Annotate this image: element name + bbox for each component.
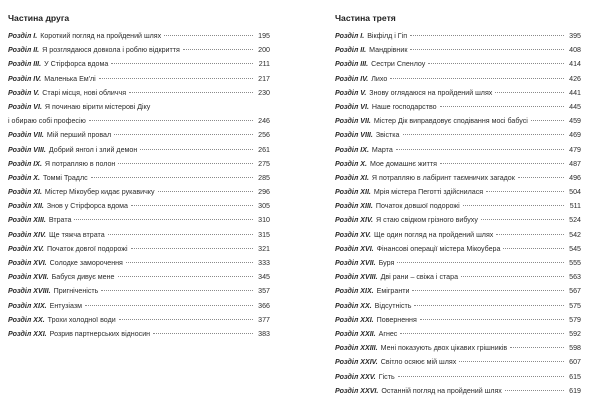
chapter-label: Розділ IX. bbox=[8, 159, 42, 168]
chapter-title: Знов у Стірфорса вдома bbox=[46, 202, 128, 211]
chapter-title: У Стірфорса вдома bbox=[44, 60, 109, 69]
dot-leader bbox=[531, 120, 564, 121]
dot-leader bbox=[410, 49, 564, 50]
dot-leader bbox=[183, 49, 253, 50]
chapter-label: Розділ XXV. bbox=[335, 372, 376, 381]
dot-leader bbox=[412, 290, 564, 291]
toc-entry bbox=[335, 313, 581, 327]
part-two-chapter-list bbox=[8, 29, 270, 341]
page-number: 615 bbox=[569, 372, 581, 381]
chapter-title: Томмі Традлс bbox=[42, 173, 88, 182]
chapter-title: Відсутність bbox=[374, 301, 412, 310]
toc-entry bbox=[8, 199, 270, 213]
page-number: 195 bbox=[258, 32, 270, 40]
page-number: 592 bbox=[569, 329, 581, 338]
chapter-label: Розділ XII. bbox=[335, 188, 371, 197]
chapter-label: Розділ XIV. bbox=[8, 230, 46, 239]
chapter-title: Пригніченість bbox=[53, 287, 99, 296]
chapter-title: Я потрапляю в полон bbox=[44, 159, 116, 168]
toc-entry bbox=[8, 228, 270, 242]
toc-entry bbox=[8, 29, 270, 43]
toc-entry bbox=[335, 299, 581, 313]
dot-leader bbox=[518, 177, 564, 178]
chapter-label: Розділ II. bbox=[8, 46, 40, 55]
toc-entry bbox=[335, 157, 581, 171]
page-number: 459 bbox=[569, 117, 581, 126]
page-number: 217 bbox=[258, 74, 270, 83]
page-number: 441 bbox=[569, 88, 581, 97]
toc-entry bbox=[335, 72, 581, 86]
chapter-title: Марта bbox=[371, 145, 393, 154]
chapter-label: Розділ XX. bbox=[8, 315, 45, 324]
toc-entry bbox=[335, 355, 581, 369]
page-number: 261 bbox=[258, 145, 270, 154]
toc-entry bbox=[8, 213, 270, 227]
toc-entry bbox=[8, 86, 270, 100]
chapter-title: Світло осяює мій шлях bbox=[380, 358, 457, 367]
chapter-title: Добрий янгол і злий демон bbox=[48, 145, 138, 154]
page-number: 275 bbox=[258, 159, 270, 168]
page-number: 310 bbox=[258, 216, 270, 225]
chapter-label: Розділ XXIII. bbox=[335, 344, 378, 353]
chapter-title: Бабуся дивує мене bbox=[51, 273, 115, 282]
page-number: 357 bbox=[258, 287, 270, 296]
chapter-title: Містер Дік виправдовує сподівання мосі бабусі bbox=[373, 117, 528, 126]
toc-entry bbox=[8, 157, 270, 171]
page-number: 230 bbox=[258, 88, 270, 97]
dot-leader bbox=[111, 63, 253, 64]
page-number: 598 bbox=[569, 344, 581, 353]
dot-leader bbox=[398, 376, 564, 377]
dot-leader bbox=[153, 333, 253, 334]
page-number: 496 bbox=[569, 173, 581, 182]
toc-entry bbox=[8, 128, 270, 142]
dot-leader bbox=[428, 63, 564, 64]
dot-leader bbox=[99, 78, 253, 79]
chapter-label: Розділ VI. bbox=[335, 102, 369, 111]
toc-entry bbox=[335, 213, 581, 227]
dot-leader bbox=[410, 35, 564, 36]
toc-entry bbox=[335, 100, 581, 114]
dot-leader bbox=[481, 219, 564, 220]
dot-leader bbox=[131, 248, 253, 249]
page-number: 256 bbox=[258, 131, 270, 140]
page-number: 426 bbox=[569, 74, 581, 83]
toc-entry bbox=[335, 327, 581, 341]
chapter-title: Гість bbox=[378, 372, 395, 381]
chapter-title: Лихо bbox=[371, 74, 388, 83]
chapter-title: Початок довгої подорожі bbox=[47, 244, 128, 253]
page-number: 555 bbox=[569, 259, 581, 267]
toc-entry bbox=[335, 171, 581, 185]
page-number: 333 bbox=[258, 259, 270, 267]
dot-leader bbox=[85, 305, 253, 306]
page-number: 563 bbox=[569, 273, 581, 282]
chapter-title: Дві рани – свіжа і стара bbox=[380, 273, 459, 282]
chapter-title: Фінансові операції містера Мікоубера bbox=[376, 244, 501, 253]
page-number: 579 bbox=[569, 315, 581, 324]
chapter-title: Повернення bbox=[376, 315, 417, 324]
part-two-heading: Частина друга bbox=[8, 13, 70, 23]
dot-leader bbox=[114, 134, 253, 135]
dot-leader bbox=[118, 163, 253, 164]
chapter-label: Розділ XV. bbox=[8, 244, 45, 253]
toc-entry bbox=[335, 114, 581, 128]
chapter-label: Розділ XVII. bbox=[335, 259, 376, 267]
chapter-title: Мандрівник bbox=[369, 46, 408, 55]
toc-entry bbox=[335, 29, 581, 43]
chapter-title: Початок довшої подорожі bbox=[375, 202, 460, 211]
dot-leader bbox=[420, 319, 564, 320]
dot-leader bbox=[463, 205, 564, 206]
chapter-label: Розділ XXVI. bbox=[335, 386, 379, 395]
chapter-label: Розділ III. bbox=[335, 60, 369, 69]
toc-entry bbox=[335, 370, 581, 384]
chapter-label: Розділ XVI. bbox=[8, 259, 47, 267]
dot-leader bbox=[129, 92, 253, 93]
chapter-label: Розділ I. bbox=[8, 32, 38, 40]
dot-leader bbox=[390, 78, 564, 79]
page-number: 469 bbox=[569, 131, 581, 140]
toc-entry bbox=[8, 242, 270, 256]
toc-entry bbox=[335, 384, 581, 398]
chapter-title: Ще тяжча втрата bbox=[49, 230, 105, 239]
dot-leader bbox=[397, 262, 564, 263]
dot-leader bbox=[91, 177, 253, 178]
chapter-label: Розділ V. bbox=[8, 88, 40, 97]
dot-leader bbox=[459, 361, 564, 362]
chapter-title: Останній погляд на пройдений шлях bbox=[381, 386, 502, 395]
toc-entry bbox=[8, 43, 270, 57]
page-number: 545 bbox=[569, 244, 581, 253]
chapter-title: Агнес bbox=[378, 329, 398, 338]
chapter-title: Я стаю свідком грізного вибуху bbox=[376, 216, 478, 225]
part-three-chapter-list bbox=[335, 29, 581, 398]
chapter-title: Емігранти bbox=[376, 287, 410, 296]
toc-entry bbox=[8, 284, 270, 298]
chapter-label: Розділ I. bbox=[335, 32, 365, 40]
chapter-title: Мені показують двох цікавих грішників bbox=[380, 344, 508, 353]
toc-column-part-two bbox=[8, 12, 270, 341]
chapter-title: Старі місця, нові обличчя bbox=[42, 88, 127, 97]
chapter-label: Розділ II. bbox=[335, 46, 367, 55]
chapter-label: Розділ XI. bbox=[8, 188, 42, 197]
dot-leader bbox=[496, 234, 564, 235]
chapter-label: Розділ XIX. bbox=[335, 287, 374, 296]
page-number: 445 bbox=[569, 102, 581, 111]
chapter-label: Розділ IX. bbox=[335, 145, 369, 154]
chapter-label: Розділ XXII. bbox=[335, 329, 376, 338]
chapter-label: Розділ XI. bbox=[335, 173, 369, 182]
chapter-title: Ще один погляд на пройдений шлях bbox=[374, 230, 494, 239]
toc-entry bbox=[8, 270, 270, 284]
chapter-label: Розділ VII. bbox=[335, 117, 371, 126]
chapter-title: Я розглядаюся довкола і роблю відкриття bbox=[42, 46, 180, 55]
page-number: 285 bbox=[258, 173, 270, 182]
toc-entry bbox=[335, 256, 581, 270]
chapter-title: Трохи холодної води bbox=[47, 315, 116, 324]
page-number: 511 bbox=[569, 202, 581, 211]
page-number: 607 bbox=[569, 358, 581, 367]
page-number: 211 bbox=[258, 60, 270, 69]
chapter-label: Розділ X. bbox=[8, 173, 40, 182]
toc-column-part-three bbox=[335, 12, 581, 398]
chapter-label: Розділ XVIII. bbox=[8, 287, 51, 296]
toc-entry bbox=[335, 128, 581, 142]
dot-leader bbox=[505, 390, 564, 391]
chapter-title: Втрата bbox=[48, 216, 72, 225]
toc-entry bbox=[8, 327, 270, 341]
chapter-label: Розділ XIII. bbox=[8, 216, 46, 225]
dot-leader bbox=[403, 134, 565, 135]
part-three-heading: Частина третя bbox=[335, 13, 396, 23]
dot-leader bbox=[89, 120, 253, 121]
dot-leader bbox=[118, 276, 254, 277]
page-number: 321 bbox=[258, 244, 270, 253]
dot-leader bbox=[158, 191, 253, 192]
dot-leader bbox=[510, 347, 564, 348]
dot-leader bbox=[503, 248, 564, 249]
dot-leader bbox=[400, 333, 564, 334]
toc-entry bbox=[8, 57, 270, 71]
page-number: 575 bbox=[569, 301, 581, 310]
page-number: 487 bbox=[569, 159, 581, 168]
chapter-label: Розділ VII. bbox=[8, 131, 44, 140]
toc-entry bbox=[335, 43, 581, 57]
toc-entry bbox=[335, 185, 581, 199]
page-number: 345 bbox=[258, 273, 270, 282]
dot-leader bbox=[440, 163, 564, 164]
dot-leader bbox=[461, 276, 564, 277]
chapter-label: Розділ IV. bbox=[335, 74, 369, 83]
page-number: 479 bbox=[569, 145, 581, 154]
chapter-title: Мое домашнє життя bbox=[369, 159, 437, 168]
chapter-label: Розділ VIII. bbox=[8, 145, 46, 154]
chapter-title: Я починаю вірити містерові Діку bbox=[44, 102, 151, 111]
chapter-label: Розділ XVIII. bbox=[335, 273, 378, 282]
chapter-label: Розділ V. bbox=[335, 88, 367, 97]
dot-leader bbox=[414, 305, 564, 306]
chapter-label: Розділ XIX. bbox=[8, 301, 47, 310]
page-number: 414 bbox=[569, 60, 581, 69]
dot-leader bbox=[486, 191, 564, 192]
chapter-title: Звістка bbox=[375, 131, 400, 140]
dot-leader bbox=[119, 319, 253, 320]
chapter-title: Я потрапляю в лабіринт таємничих загадок bbox=[371, 173, 515, 182]
dot-leader bbox=[164, 35, 253, 36]
chapter-label: Розділ XIV. bbox=[335, 216, 373, 225]
toc-entry bbox=[335, 86, 581, 100]
chapter-title: Вікфілд і Гіп bbox=[367, 32, 408, 40]
toc-entry bbox=[8, 185, 270, 199]
toc-entry bbox=[335, 228, 581, 242]
dot-leader bbox=[131, 205, 253, 206]
page-number: 383 bbox=[258, 329, 270, 338]
chapter-title: Знову оглядаюся на пройдений шлях bbox=[369, 88, 493, 97]
chapter-label: Розділ XVI. bbox=[335, 244, 374, 253]
page-number: 296 bbox=[258, 188, 270, 197]
dot-leader bbox=[108, 234, 253, 235]
chapter-title: Короткий погляд на пройдений шлях bbox=[40, 32, 162, 40]
toc-entry bbox=[335, 341, 581, 355]
chapter-label: Розділ XX. bbox=[335, 301, 372, 310]
page-number: 395 bbox=[569, 32, 581, 40]
toc-entry bbox=[8, 143, 270, 157]
page-number: 567 bbox=[569, 287, 581, 296]
chapter-title: Сестри Спенлоу bbox=[371, 60, 426, 69]
dot-leader bbox=[126, 262, 253, 263]
page-number: 542 bbox=[569, 230, 581, 239]
dot-leader bbox=[396, 149, 564, 150]
chapter-title: Буря bbox=[378, 259, 395, 267]
toc-entry bbox=[335, 199, 581, 213]
page-number: 408 bbox=[569, 46, 581, 55]
toc-entry bbox=[8, 100, 270, 114]
chapter-title: і обираю собі професію bbox=[8, 117, 86, 126]
page-number: 200 bbox=[258, 46, 270, 55]
chapter-title: Мрія містера Пеготті здійснилася bbox=[373, 188, 484, 197]
chapter-label: Розділ III. bbox=[8, 60, 42, 69]
toc-entry bbox=[335, 143, 581, 157]
chapter-label: Розділ VIII. bbox=[335, 131, 373, 140]
page-number: 504 bbox=[569, 188, 581, 197]
toc-entry bbox=[8, 256, 270, 270]
toc-entry bbox=[335, 57, 581, 71]
toc-entry bbox=[335, 284, 581, 298]
page-number: 305 bbox=[258, 202, 270, 211]
page-number: 619 bbox=[569, 386, 581, 395]
page-number: 366 bbox=[258, 301, 270, 310]
chapter-label: Розділ XIII. bbox=[335, 202, 373, 211]
chapter-label: Розділ VI. bbox=[8, 102, 42, 111]
page-number: 377 bbox=[258, 315, 270, 324]
chapter-label: Розділ XXI. bbox=[8, 329, 47, 338]
toc-entry bbox=[8, 171, 270, 185]
toc-entry bbox=[8, 299, 270, 313]
chapter-title: Містер Мікоубер кидає рукавичку bbox=[44, 188, 155, 197]
chapter-title: Наше господарство bbox=[371, 102, 437, 111]
dot-leader bbox=[495, 92, 564, 93]
dot-leader bbox=[101, 290, 253, 291]
chapter-title: Маленька Ем'лі bbox=[44, 74, 96, 83]
chapter-label: Розділ XXIV. bbox=[335, 358, 378, 367]
chapter-label: Розділ XII. bbox=[8, 202, 44, 211]
chapter-label: Розділ IV. bbox=[8, 74, 42, 83]
chapter-label: Розділ XXI. bbox=[335, 315, 374, 324]
chapter-title: Солодке заморочення bbox=[49, 259, 123, 267]
chapter-label: Розділ X. bbox=[335, 159, 367, 168]
page-number: 246 bbox=[258, 117, 270, 126]
dot-leader bbox=[140, 149, 253, 150]
page-number: 315 bbox=[258, 230, 270, 239]
toc-entry bbox=[8, 114, 270, 128]
toc-entry bbox=[8, 313, 270, 327]
dot-leader bbox=[440, 106, 564, 107]
chapter-label: Розділ XVII. bbox=[8, 273, 49, 282]
dot-leader bbox=[74, 219, 253, 220]
toc-entry bbox=[335, 270, 581, 284]
chapter-title: Мій перший провал bbox=[46, 131, 112, 140]
toc-entry bbox=[335, 242, 581, 256]
chapter-title: Розрив партнерських відносин bbox=[49, 329, 151, 338]
page-number: 524 bbox=[569, 216, 581, 225]
toc-entry bbox=[8, 72, 270, 86]
chapter-title: Ентузіазм bbox=[49, 301, 83, 310]
chapter-label: Розділ XV. bbox=[335, 230, 372, 239]
